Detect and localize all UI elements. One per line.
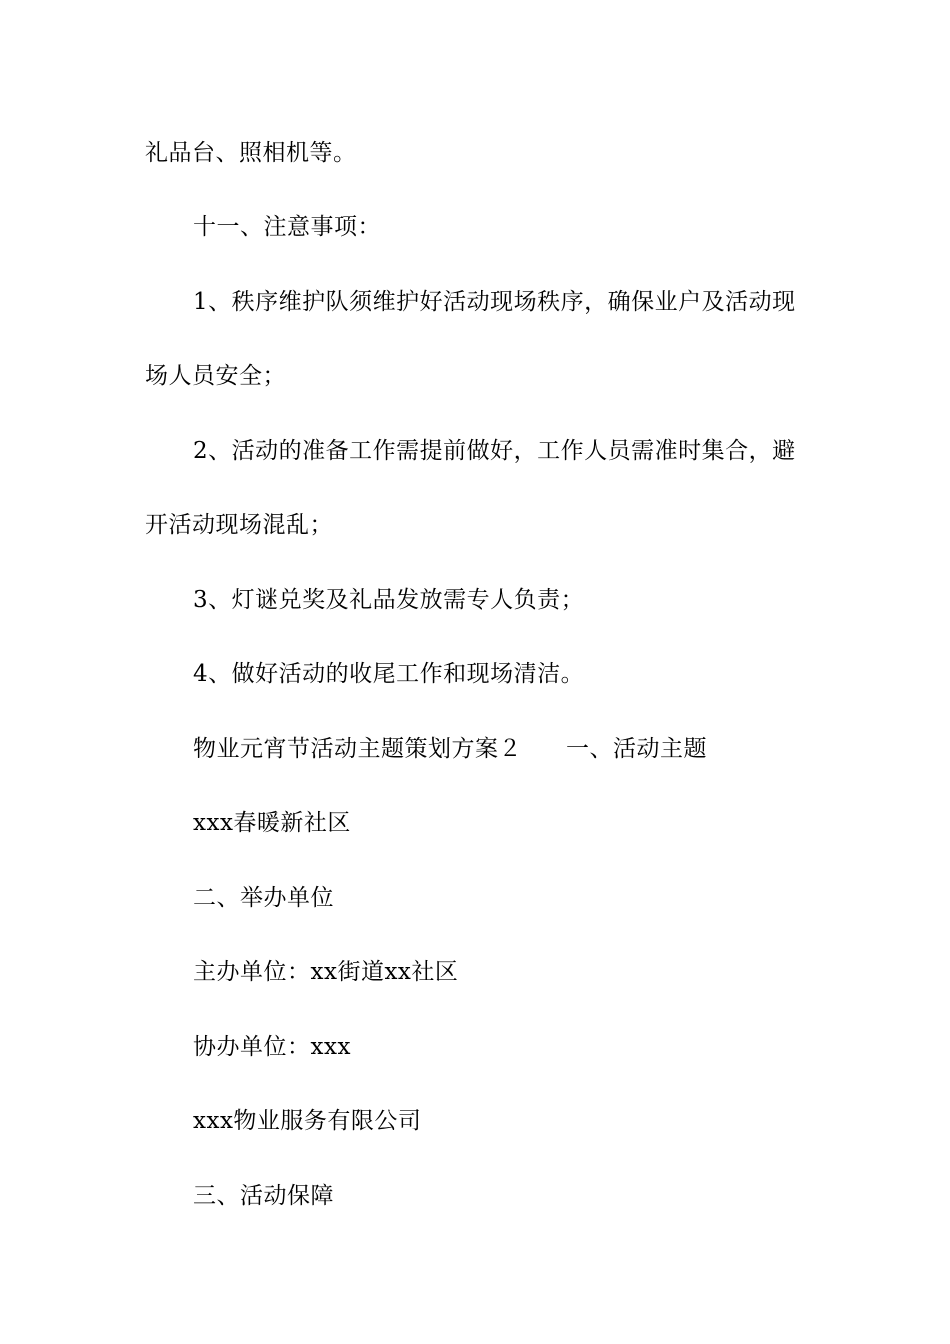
text-line: 1、秩序维护队须维护好活动现场秩序，确保业户及活动现: [193, 289, 796, 315]
section-heading: 三、活动保障: [193, 1183, 334, 1209]
plan-title-line: [193, 734, 707, 764]
text-line: 4、做好活动的收尾工作和现场清洁。: [193, 661, 585, 687]
text-line: 3、灯谜兑奖及礼品发放需专人负责；: [193, 587, 585, 613]
text-line: 礼品台、照相机等。: [145, 140, 357, 166]
text-line: 主办单位：xx街道xx社区: [193, 959, 459, 985]
text-line: xxx物业服务有限公司: [193, 1108, 422, 1134]
section-heading: 十一、注意事项：: [193, 214, 381, 240]
section-heading: 二、举办单位: [193, 885, 334, 911]
text-line: 协办单位：xxx: [193, 1034, 351, 1060]
text-line: 开活动现场混乱；: [145, 512, 333, 538]
text-line: xxx春暖新社区: [193, 810, 351, 836]
text-line: 场人员安全；: [145, 363, 286, 389]
section-heading: 一、活动主题: [566, 736, 707, 762]
text-line: 2、活动的准备工作需提前做好，工作人员需准时集合，避: [193, 438, 796, 464]
plan-title: 物业元宵节活动主题策划方案２: [193, 736, 522, 762]
